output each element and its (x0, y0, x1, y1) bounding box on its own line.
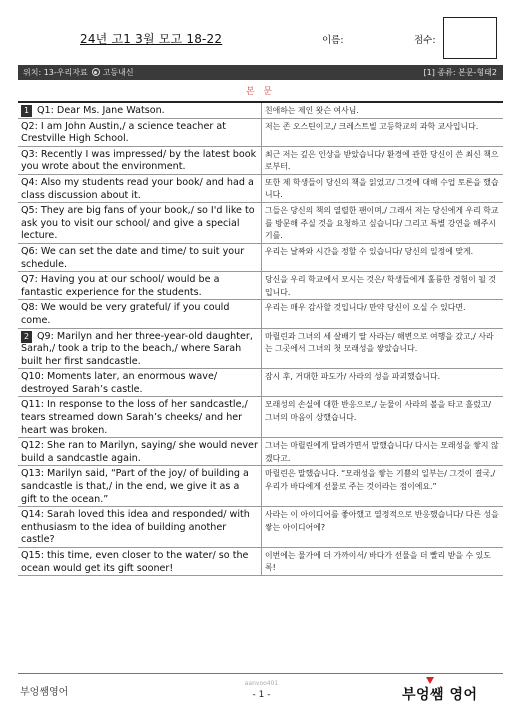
english-sentence-cell (18, 174, 262, 202)
table-row (18, 203, 503, 244)
english-sentence: Q14: Sarah loved this idea and responded/ with enthusiasm to the idea of building another castle? (21, 509, 250, 546)
passage-number-badge: 2 (21, 331, 32, 343)
english-sentence-cell (18, 507, 262, 548)
english-sentence: Q2: I am John Austin,/ a science teacher at Crestville High School. (21, 120, 226, 145)
english-sentence: Q5: They are big fans of your book,/ so I'd like to ask you to visit our school/ and give a special lecture. (21, 205, 255, 242)
korean-translation-cell (262, 102, 504, 118)
english-sentence-cell (18, 146, 262, 174)
korean-translation: 우리는 날짜와 시간을 정할 수 있습니다/ 당신의 일정에 맞게. (265, 246, 474, 256)
korean-translation-cell (262, 243, 504, 271)
korean-translation: 최근 저는 깊은 인상을 받았습니다/ 환경에 관한 당신이 쓴 최신 책으로부터. (265, 149, 499, 172)
korean-translation: 친애하는 제인 왓슨 여사님. (265, 106, 359, 115)
korean-translation-cell (262, 397, 504, 438)
korean-translation: 마릴린과 그녀의 세 살배기 딸 사라는/ 해변으로 여행을 갔고,/ 사라는 그곳에서 그녀의 첫 모래성을 쌓았습니다. (265, 331, 494, 353)
korean-translation: 우리는 매우 감사할 것입니다/ 만약 당신이 오실 수 있다면. (265, 303, 466, 313)
info-bar (18, 65, 503, 80)
table-row (18, 548, 503, 576)
table-row (18, 146, 503, 174)
korean-translation: 또한 제 학생들이 당신의 책을 읽었고/ 그것에 대해 수업 토론을 했습니다. (265, 177, 499, 200)
worksheet-title: 24년 고1 3월 모고 18-22 (80, 32, 223, 46)
english-sentence-cell (18, 328, 262, 369)
english-sentence: Q6: We can set the date and time/ to suit your schedule. (21, 245, 245, 270)
table-row (18, 328, 503, 369)
korean-translation-cell (262, 466, 504, 507)
english-sentence-cell (18, 438, 262, 466)
korean-translation: 그녀는 마릴린에게 달려가면서 말했습니다/ 다시는 모래성을 쌓지 않겠다고. (265, 441, 499, 463)
table-row (18, 300, 503, 328)
table-row (18, 397, 503, 438)
score-label: 점수: (414, 35, 436, 46)
table-row (18, 243, 503, 271)
korean-translation: 그들은 당신의 책의 열렬한 팬이며,/ 그래서 저는 당신에게 우리 학교를 방문해 주실 것을 요청하고 싶습니다/ 그리고 특별 강연을 해주시기를. (265, 206, 499, 240)
english-sentence: Q3: Recently I was impressed/ by the latest book you wrote about the environment. (21, 148, 257, 173)
table-row (18, 272, 503, 300)
english-sentence: Q9: Marilyn and her three-year-old daughter, Sarah,/ took a trip to the beach,/ where Sarah built her first sandcastle. (21, 330, 253, 367)
location-option: 고등내신 (102, 68, 134, 77)
footer-brand-text: 부엉쌤영어 (20, 687, 69, 698)
english-sentence: Q12: She ran to Marilyn, saying/ she would never build a sandcastle again. (21, 440, 258, 464)
korean-translation-cell (262, 328, 504, 369)
owl-logo-icon (426, 677, 434, 684)
korean-translation: 모래성의 손실에 대한 반응으로,/ 눈물이 사라의 볼을 타고 흘렀고/ 그녀의 마음이 상했습니다. (265, 400, 492, 422)
table-row (18, 174, 503, 202)
english-sentence-cell (18, 369, 262, 397)
korean-translation: 이번에는 물가에 더 가까이서/ 바다가 선물을 더 빨리 받을 수 있도록! (265, 551, 491, 573)
english-sentence-cell (18, 466, 262, 507)
table-row (18, 466, 503, 507)
korean-translation-cell (262, 548, 504, 576)
sentence-table (18, 101, 503, 576)
table-row (18, 438, 503, 466)
english-sentence: Q4: Also my students read your book/ and had a class discussion about it. (21, 176, 254, 201)
korean-translation-cell (262, 174, 504, 202)
footer-divider (18, 673, 503, 674)
english-sentence-cell (18, 272, 262, 300)
location-label: 위치: 13-우리자료 (23, 68, 88, 77)
brand-logo: 부엉쌤 영어 (402, 687, 478, 703)
english-sentence: Q10: Moments later, an enormous wave/ destroyed Sarah’s castle. (21, 371, 218, 395)
name-label: 이름: (322, 35, 344, 46)
korean-translation-cell (262, 118, 504, 146)
english-sentence: Q11: In response to the loss of her sandcastle,/ tears streamed down Sarah’s cheeks/ and her heart was broken. (21, 399, 248, 436)
score-box[interactable] (443, 17, 497, 59)
korean-translation-cell (262, 146, 504, 174)
korean-translation: 저는 존 오스틴이고,/ 크레스트빌 고등학교의 과학 교사입니다. (265, 121, 479, 131)
passage-number-badge: 1 (21, 105, 32, 117)
english-sentence-cell (18, 203, 262, 244)
english-sentence-cell (18, 548, 262, 576)
korean-translation: 잠시 후, 거대한 파도가/ 사라의 성을 파괴했습니다. (265, 372, 441, 382)
section-title: 본 문 (245, 87, 276, 97)
table-row (18, 507, 503, 548)
korean-translation-cell (262, 438, 504, 466)
footer-code: aanvoo401 (244, 680, 279, 687)
korean-translation-cell (262, 203, 504, 244)
korean-translation: 사라는 이 아이디어를 좋아했고 열정적으로 반응했습니다/ 다른 성을 쌓는 아이디어에? (265, 510, 499, 532)
korean-translation: 당신을 우리 학교에서 모시는 것은/ 학생들에게 훌륭한 경험이 될 것입니다. (265, 275, 497, 297)
korean-translation-cell (262, 369, 504, 397)
radio-selected-icon[interactable] (92, 68, 100, 76)
korean-translation-cell (262, 272, 504, 300)
english-sentence: Q1: Dear Ms. Jane Watson. (37, 105, 165, 116)
english-sentence: Q13: Marilyn said, “Part of the joy/ of building a sandcastle is that,/ in the end, we give it as a gift to the ocean.” (21, 468, 249, 505)
english-sentence-cell (18, 397, 262, 438)
page-number: - 1 - (252, 690, 271, 700)
table-row (18, 102, 503, 118)
english-sentence: Q8: We would be very grateful/ if you could come. (21, 302, 230, 326)
korean-translation-cell (262, 507, 504, 548)
table-row (18, 118, 503, 146)
location-info (23, 65, 134, 80)
english-sentence-cell (18, 102, 262, 118)
korean-translation-cell (262, 300, 504, 328)
english-sentence: Q7: Having you at our school/ would be a fantastic experience for the students. (21, 274, 220, 298)
table-row (18, 369, 503, 397)
english-sentence-cell (18, 300, 262, 328)
type-label: [1] 종류: 본문-형태2 (423, 68, 497, 77)
korean-translation: 마릴린은 말했습니다. “모래성을 쌓는 기쁨의 일부는/ 그것이 결국,/ 우리가 바다에게 선물로 주는 것이라는 점이에요.” (265, 469, 496, 491)
english-sentence-cell (18, 243, 262, 271)
english-sentence: Q15: this time, even closer to the water/ so the ocean would get its gift sooner! (21, 550, 249, 574)
english-sentence-cell (18, 118, 262, 146)
